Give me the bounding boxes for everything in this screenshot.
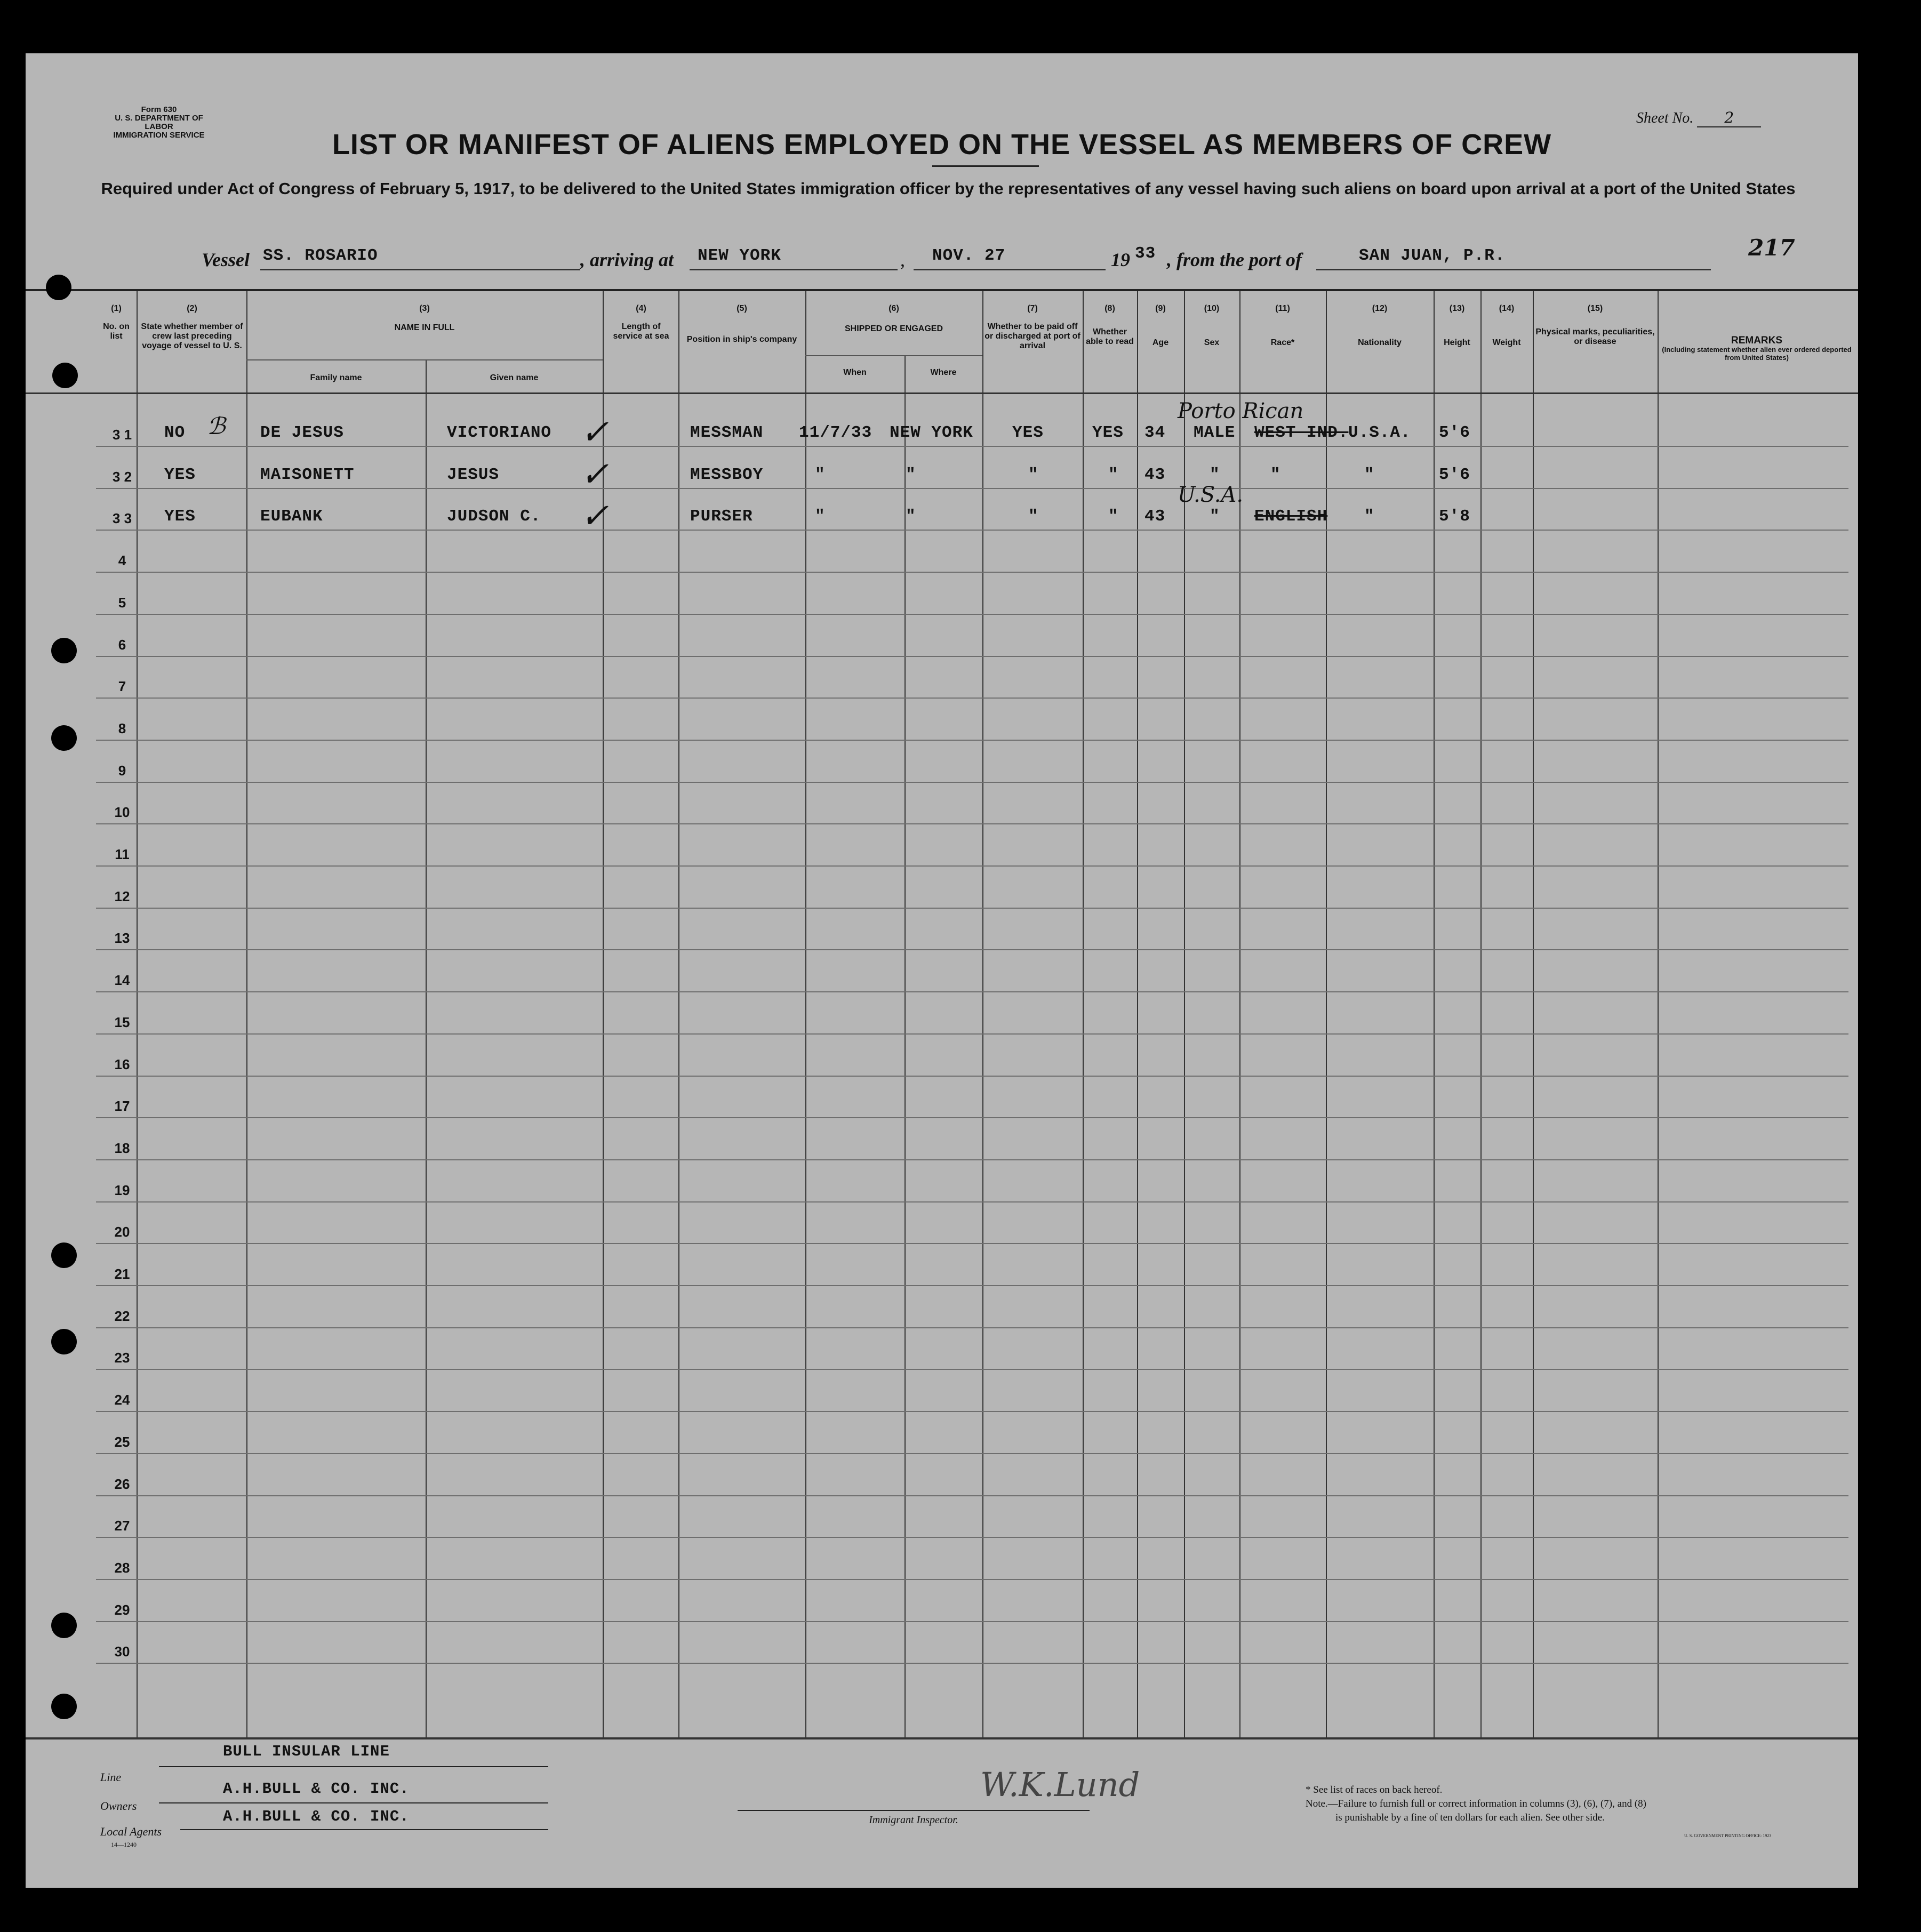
race-annotation: Porto Rican (1178, 399, 1304, 423)
col-divider (1533, 291, 1534, 1737)
age-cell: 43 (1144, 465, 1166, 484)
family-name-header: Family name (310, 373, 362, 382)
prev-voyage-cell: YES (164, 465, 196, 484)
col5-number: (5) (737, 304, 747, 313)
shipped-where-cell: " (906, 507, 916, 526)
row-line (96, 991, 1848, 992)
row-line (96, 1579, 1848, 1580)
row-number: 4 (118, 552, 126, 569)
col3-label: NAME IN FULL (394, 323, 455, 332)
col4-header (606, 304, 676, 341)
row-number: 22 (114, 1308, 130, 1324)
col-divider (1083, 291, 1084, 1737)
sex-cell: " (1210, 465, 1220, 484)
remarks-header (1661, 336, 1853, 362)
row-number: 10 (114, 804, 130, 821)
remarks-sublabel: (Including statement whether alien ever ordered deported from United States) (1662, 346, 1852, 362)
table-top-rule (26, 289, 1858, 291)
col7-label: Whether to be paid off or discharged at port of arrival (984, 322, 1080, 350)
row-line (96, 1453, 1848, 1454)
year-prefix: 19 (1111, 249, 1130, 270)
col9-label: Age (1152, 338, 1169, 347)
shipped-subheader-rule (805, 355, 982, 356)
col1-label: No. on list (103, 322, 130, 341)
punch-hole (51, 1242, 77, 1268)
col5-label: Position in ship's company (686, 335, 797, 344)
row-line (96, 1663, 1848, 1664)
col8-label: Whether able to read (1086, 327, 1134, 346)
col11-label: Race* (1270, 338, 1295, 347)
when-header: When (843, 368, 867, 377)
row-line (96, 698, 1848, 699)
row-number: 26 (114, 1476, 130, 1492)
col8-header (1084, 304, 1136, 347)
prev-voyage-cell: NO (164, 423, 186, 442)
position-cell: MESSBOY (690, 465, 764, 484)
vessel-label: Vessel (202, 249, 250, 270)
row-line (96, 1369, 1848, 1370)
nationality-cell: U.S.A. (1348, 423, 1411, 442)
col12-header (1326, 304, 1434, 348)
col-divider (1434, 291, 1435, 1737)
col2-number: (2) (187, 304, 197, 313)
sheet-number (1636, 109, 1761, 127)
row-number: 23 (114, 1350, 130, 1366)
punch-hole (51, 1613, 77, 1638)
row-number: 3 3 (112, 510, 132, 527)
race-cell: WEST IND. (1254, 423, 1349, 442)
position-cell: MESSMAN (690, 423, 764, 442)
nationality-cell: " (1364, 507, 1375, 526)
col14-number: (14) (1499, 304, 1515, 313)
col3-number: (3) (419, 304, 430, 313)
inspector-signature: W.K.Lund (980, 1765, 1140, 1804)
arriving-underline (690, 269, 898, 270)
name-subheader-rule (246, 359, 603, 360)
owners-label: Owners (100, 1799, 137, 1813)
row-number: 17 (114, 1098, 130, 1115)
age-cell: 34 (1144, 423, 1166, 442)
col-divider (1480, 291, 1482, 1737)
col2-header (140, 304, 244, 351)
line-underline (159, 1766, 548, 1767)
arriving-label: , arriving at (580, 249, 674, 270)
line-label: Line (100, 1770, 122, 1784)
port-underline (1316, 269, 1711, 270)
race-annotation: U.S.A. (1178, 483, 1244, 508)
row-number: 12 (114, 888, 130, 904)
service: IMMIGRATION SERVICE (113, 131, 205, 140)
row-number: 15 (114, 1014, 130, 1030)
col1-header (96, 304, 137, 341)
given-name-header: Given name (490, 373, 539, 382)
row-number: 3 2 (112, 468, 132, 485)
row-number: 8 (118, 720, 126, 736)
row-line (96, 1327, 1848, 1328)
height-cell: 5'6 (1439, 465, 1470, 484)
col2-label: State whether member of crew last preceding voyage of vessel to U. S. (141, 322, 243, 350)
row-line (96, 488, 1848, 489)
col1-number: (1) (111, 304, 122, 313)
row-line (96, 1159, 1848, 1160)
col11-number: (11) (1275, 304, 1290, 313)
col4-label: Length of service at sea (613, 322, 669, 341)
col10-label: Sex (1204, 338, 1220, 347)
arriving-port: NEW YORK (698, 246, 781, 265)
col15-header (1535, 304, 1655, 347)
col12-number: (12) (1372, 304, 1388, 313)
row-number: 13 (114, 930, 130, 947)
col-divider (246, 291, 247, 1737)
row-line (96, 1411, 1848, 1412)
row-number: 18 (114, 1140, 130, 1156)
races-note: * See list of races on back hereof. (1306, 1784, 1443, 1795)
row-line (96, 1201, 1848, 1203)
punch-hole (51, 1694, 77, 1719)
race-cell: ENGLISH (1254, 507, 1328, 526)
given-name-cell: JESUS (447, 465, 500, 484)
remarks-label: REMARKS (1731, 335, 1783, 346)
family-name-cell: MAISONETT (260, 465, 355, 484)
row-line (96, 446, 1848, 447)
row-line (96, 1243, 1848, 1244)
page-number: 217 (1748, 235, 1795, 261)
col11-header (1239, 304, 1326, 348)
row-number: 16 (114, 1056, 130, 1072)
row-number: 28 (114, 1559, 130, 1576)
agents-value: A.H.BULL & CO. INC. (223, 1808, 410, 1825)
col-divider (678, 291, 679, 1737)
sheet-label: Sheet No. (1636, 110, 1694, 126)
paid-off-cell: YES (1012, 423, 1044, 442)
shipped-when-cell: 11/7/33 (799, 423, 873, 442)
col14-label: Weight (1492, 338, 1521, 347)
col9-number: (9) (1155, 304, 1166, 313)
row-line (96, 1285, 1848, 1286)
where-header: Where (930, 368, 957, 377)
col14-header (1480, 304, 1533, 348)
row-number: 5 (118, 594, 126, 611)
shipped-where-cell: " (906, 465, 916, 484)
col-divider (905, 355, 906, 1737)
sheet-value: 2 (1697, 109, 1761, 127)
col13-header (1434, 304, 1480, 348)
manifest-sheet (26, 53, 1858, 1888)
row-number: 9 (118, 762, 126, 779)
row-line (96, 614, 1848, 615)
col7-header (984, 304, 1080, 351)
row-line (96, 1033, 1848, 1035)
row-number: 14 (114, 972, 130, 989)
prev-voyage-cell: YES (164, 507, 196, 526)
row-number: 6 (118, 636, 126, 653)
row-line (96, 1076, 1848, 1077)
col6-label: SHIPPED OR ENGAGED (844, 324, 943, 333)
row-line (96, 1537, 1848, 1538)
agents-underline (180, 1829, 548, 1830)
line-value: BULL INSULAR LINE (223, 1743, 390, 1760)
col9-header (1137, 304, 1184, 348)
col-divider (1658, 291, 1659, 1737)
height-cell: 5'8 (1439, 507, 1470, 526)
family-name-cell: DE JESUS (260, 423, 344, 442)
row-line (96, 1117, 1848, 1118)
owners-underline (159, 1802, 548, 1803)
row-line (96, 865, 1848, 867)
year-suffix: 33 (1135, 244, 1156, 263)
penalty-note-2: is punishable by a fine of ten dollars for each alien. See other side. (1335, 1812, 1605, 1823)
col7-number: (7) (1027, 304, 1038, 313)
col-divider (1239, 291, 1240, 1737)
row-number: 3 1 (112, 427, 132, 443)
given-name-cell: JUDSON C. (447, 507, 541, 526)
race-cell: " (1270, 465, 1281, 484)
table-bottom-rule (26, 1737, 1858, 1739)
col13-number: (13) (1449, 304, 1465, 313)
family-name-cell: EUBANK (260, 507, 323, 526)
col-divider (982, 291, 983, 1737)
col6-number: (6) (889, 304, 899, 313)
height-cell: 5'6 (1439, 423, 1470, 442)
prev-voyage-annotation: ℬ (207, 413, 226, 440)
col10-number: (10) (1204, 304, 1220, 313)
row-number: 29 (114, 1601, 130, 1618)
row-number: 20 (114, 1224, 130, 1240)
able-to-read-cell: YES (1092, 423, 1124, 442)
row-number: 30 (114, 1644, 130, 1660)
row-number: 27 (114, 1518, 130, 1534)
able-to-read-cell: " (1108, 507, 1119, 526)
punch-hole (46, 275, 71, 300)
sex-cell: MALE (1194, 423, 1236, 442)
row-number: 24 (114, 1392, 130, 1408)
row-line (96, 740, 1848, 741)
vessel-underline (260, 269, 580, 270)
service-check-icon: ✓ (580, 454, 609, 494)
row-line (96, 1621, 1848, 1622)
row-number: 25 (114, 1433, 130, 1450)
from-port: SAN JUAN, P.R. (1359, 246, 1506, 265)
row-number: 11 (115, 846, 130, 862)
age-cell: 43 (1144, 507, 1166, 526)
col15-label: Physical marks, peculiarities, or disease (1535, 327, 1655, 346)
department: U. S. DEPARTMENT OF LABOR (115, 114, 203, 131)
sex-cell: " (1210, 507, 1220, 526)
date-underline (914, 269, 1106, 270)
row-line (96, 656, 1848, 657)
col10-header (1184, 304, 1239, 348)
agents-label: Local Agents (100, 1825, 162, 1838)
nationality-cell: " (1364, 465, 1375, 484)
header-bottom-rule (26, 392, 1858, 394)
service-check-icon: ✓ (580, 413, 609, 452)
col6-header (805, 304, 982, 334)
given-name-cell: VICTORIANO (447, 423, 552, 442)
punch-hole (51, 638, 77, 663)
shipped-where-cell: NEW YORK (890, 423, 973, 442)
row-number: 21 (114, 1266, 130, 1282)
printer-credit: U. S. GOVERNMENT PRINTING OFFICE: 1923 (1684, 1833, 1772, 1838)
col8-number: (8) (1104, 304, 1115, 313)
col-divider (805, 291, 806, 1737)
shipped-when-cell: " (815, 507, 826, 526)
penalty-note-1: Note.—Failure to furnish full or correct information in columns (3), (6), (7), and (8) (1306, 1798, 1646, 1809)
arrival-date: NOV. 27 (932, 246, 1006, 265)
col-divider (1137, 291, 1138, 1737)
col15-number: (15) (1587, 304, 1603, 313)
shipped-when-cell: " (815, 465, 826, 484)
title-rule (932, 165, 1039, 167)
punch-hole (51, 725, 77, 751)
row-number: 19 (114, 1182, 130, 1198)
comma: , (900, 249, 905, 270)
col3-header (246, 304, 603, 333)
col-divider (1184, 291, 1185, 1737)
inspector-label: Immigrant Inspector. (869, 1814, 958, 1826)
page-title: LIST OR MANIFEST OF ALIENS EMPLOYED ON THE VESSEL AS MEMBERS OF CREW (332, 129, 1552, 161)
owners-value: A.H.BULL & CO. INC. (223, 1780, 410, 1798)
col5-header (681, 304, 803, 344)
form-code: 14—1240 (111, 1841, 137, 1848)
position-cell: PURSER (690, 507, 753, 526)
page-subtitle: Required under Act of Congress of February 5, 1917, to be delivered to the United States immigration officer by the representatives of any vessel having such aliens on board upon arrival at a port of the United States (101, 179, 1796, 198)
from-label: , from the port of (1167, 249, 1302, 270)
service-check-icon: ✓ (580, 496, 609, 536)
paid-off-cell: " (1028, 507, 1039, 526)
row-line (96, 908, 1848, 909)
row-line (96, 530, 1848, 531)
col-divider (426, 359, 427, 1737)
vessel-name: SS. ROSARIO (263, 246, 378, 265)
col4-number: (4) (636, 304, 646, 313)
col12-label: Nationality (1358, 338, 1402, 347)
paid-off-cell: " (1028, 465, 1039, 484)
row-line (96, 823, 1848, 824)
able-to-read-cell: " (1108, 465, 1119, 484)
form-number: Form 630 (141, 105, 177, 114)
col13-label: Height (1444, 338, 1470, 347)
row-number: 7 (118, 678, 126, 695)
punch-hole (52, 363, 78, 388)
inspector-underline (738, 1810, 1090, 1811)
row-line (96, 949, 1848, 950)
punch-hole (51, 1329, 77, 1354)
row-line (96, 782, 1848, 783)
row-line (96, 572, 1848, 573)
row-line (96, 1495, 1848, 1496)
